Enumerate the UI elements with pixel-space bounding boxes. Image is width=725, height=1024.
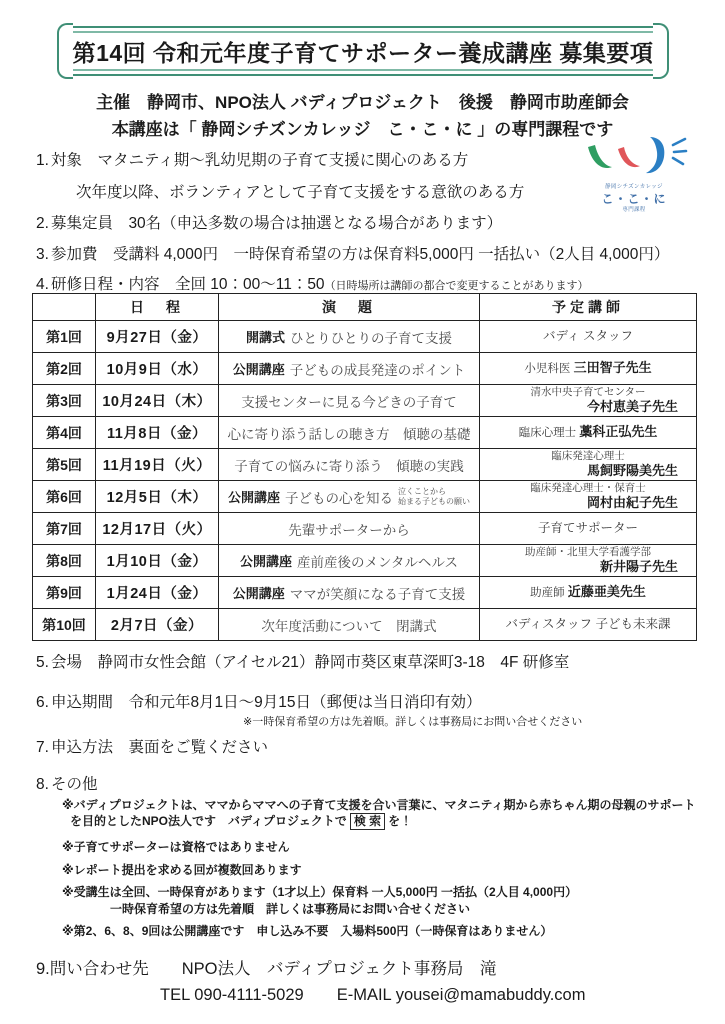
- topic-tag: 公開講座: [239, 554, 292, 569]
- item-9-text: 問い合わせ先 NPO法人 バディプロジェクト事務局 滝: [49, 960, 497, 978]
- item-7-number: 7.: [36, 739, 49, 756]
- cell-session-no: 第4回: [33, 417, 96, 449]
- page-title: 第14回 令和元年度子育てサポーター養成講座 募集要項: [72, 39, 654, 66]
- topic-main: ママが笑顔になる子育て支援: [289, 586, 466, 602]
- cell-lecturer: [480, 513, 697, 545]
- logo-caption-main: こ・こ・に: [601, 192, 667, 206]
- citizen-college-logo: [570, 133, 698, 215]
- cell-topic: [219, 321, 480, 353]
- topic-main: 先輩サポーターから: [288, 522, 410, 538]
- item-1-number: 1.: [36, 152, 49, 169]
- item-8-text: その他: [50, 776, 98, 793]
- schedule-table: [32, 293, 697, 641]
- item-6-number: 6.: [36, 694, 49, 711]
- lecturer-name: 近藤亜美先生: [567, 584, 646, 600]
- logo-caption-bottom: 専門課程: [622, 207, 646, 213]
- topic-tag: 公開講座: [227, 490, 280, 505]
- item-1: [36, 148, 468, 170]
- item-6: [36, 690, 482, 712]
- table-row: [33, 353, 697, 385]
- topic-side-note: 泣くことから 始まる子どもの願い: [398, 487, 470, 506]
- lecturer-affiliation: 助産師・北里大学看護学部: [525, 545, 651, 558]
- lecturer-name: 新井陽子先生: [599, 558, 678, 574]
- note-open-lectures: ※第2、6、8、9回は公開講座です 申し込み不要 入場料500円（一時保育はありません）: [62, 924, 553, 938]
- topic-tag: 公開講座: [232, 362, 285, 377]
- cell-topic: [219, 577, 480, 609]
- item-7-text: 申込方法 裏面をご覧ください: [50, 739, 268, 756]
- cell-session-no: 第2回: [33, 353, 96, 385]
- cell-date: 1月10日（金）: [96, 545, 219, 577]
- sponsor-line-1: 主催 静岡市、NPO法人 バディプロジェクト 後援 静岡市助産師会: [96, 93, 629, 112]
- lecturer-name: 藁科正弘先生: [579, 424, 658, 440]
- lecturer-affiliation: 清水中央子育てセンター: [530, 385, 646, 398]
- lecturer-name: 馬飼野陽美先生: [586, 462, 678, 478]
- schedule-table-body: [33, 321, 697, 641]
- title-frame: [60, 26, 666, 76]
- cell-date: 12月5日（木）: [96, 481, 219, 513]
- item-9-number: 9.: [36, 960, 50, 978]
- table-row: [33, 449, 697, 481]
- table-row: [33, 609, 697, 641]
- table-row: [33, 481, 697, 513]
- logo-caption-top: 静岡シチズンカレッジ: [605, 184, 663, 190]
- item-4-note: （日時場所は講師の都合で変更することがあります）: [324, 280, 589, 292]
- note-childcare-line1: ※受講生は全回、一時保育があります（1才以上）保育料 一人5,000円 一括払（2人目 4,000円）: [62, 885, 578, 899]
- lecturer-affiliation: 臨床発達心理士: [551, 449, 625, 462]
- cell-date: 1月24日（金）: [96, 577, 219, 609]
- lecturer-affiliation: 小児科医: [524, 363, 574, 376]
- cell-topic: [219, 513, 480, 545]
- item-1-line2: 次年度以降、ボランティアとして子育て支援をする意欲のある方: [76, 184, 525, 201]
- cell-topic: [219, 385, 480, 417]
- lecturer-name: 三田智子先生: [573, 360, 652, 376]
- topic-main: 次年度活動について 閉講式: [261, 618, 437, 634]
- cell-lecturer: [480, 385, 697, 417]
- item-6-note: ※一時保育希望の方は先着順。詳しくは事務局にお問い合せください: [243, 716, 583, 728]
- topic-tag: 開講式: [245, 330, 285, 345]
- note-not-a-qualification: ※子育てサポーターは資格ではありません: [62, 840, 290, 854]
- table-row: [33, 417, 697, 449]
- cell-session-no: 第3回: [33, 385, 96, 417]
- lecturer-affiliation: 臨床発達心理士・保育士: [530, 481, 646, 494]
- schedule-table-head: [33, 294, 697, 321]
- cell-session-no: 第8回: [33, 545, 96, 577]
- lecturer-affiliation: 臨床心理士: [518, 427, 580, 440]
- topic-main: 支援センターに見る今どきの子育て: [241, 394, 457, 410]
- item-2-number: 2.: [36, 215, 49, 232]
- cell-topic: [219, 449, 480, 481]
- cell-date: 11月19日（火）: [96, 449, 219, 481]
- cell-topic: [219, 609, 480, 641]
- cell-date: 10月24日（木）: [96, 385, 219, 417]
- lecturer-name: 子育てサポーター: [537, 520, 638, 535]
- cell-session-no: 第1回: [33, 321, 96, 353]
- item-3-number: 3.: [36, 246, 49, 263]
- topic-main: 子育ての悩みに寄り添う 傾聴の実践: [234, 458, 464, 474]
- cell-lecturer: [480, 609, 697, 641]
- lecturer-name: バディ スタッフ: [543, 328, 633, 343]
- cell-lecturer: [480, 417, 697, 449]
- table-row: [33, 385, 697, 417]
- item-7: [36, 735, 268, 757]
- cell-session-no: 第7回: [33, 513, 96, 545]
- item-3: [36, 242, 669, 264]
- table-row: [33, 545, 697, 577]
- cell-session-no: 第9回: [33, 577, 96, 609]
- item-3-text: 参加費 受講料 4,000円 一時保育希望の方は保育料5,000円 一括払い（2人目 4,000円）: [50, 246, 670, 263]
- cell-lecturer: [480, 481, 697, 513]
- note-buddy-line2-pre: を目的としたNPO法人です バディプロジェクトで: [70, 814, 347, 828]
- logo-brushstrokes-icon: [578, 133, 690, 185]
- item-4: [36, 272, 589, 294]
- cell-lecturer: [480, 353, 697, 385]
- table-row: [33, 577, 697, 609]
- cell-topic: [219, 353, 480, 385]
- cell-date: 10月9日（水）: [96, 353, 219, 385]
- cell-lecturer: [480, 449, 697, 481]
- topic-main: 子どもの成長発達のポイント: [289, 362, 466, 378]
- topic-main: 心に寄り添う話しの聴き方 傾聴の基礎: [227, 426, 471, 442]
- item-1-text: 対象 マタニティ期～乳幼児期の子育て支援に関心のある方: [50, 152, 469, 169]
- item-4-text: 研修日程・内容 全回 10：00～11：50: [50, 276, 325, 293]
- topic-main: ひとりひとりの子育て支援: [290, 330, 452, 346]
- item-5: [36, 650, 569, 672]
- contact-tel-email: TEL 090-4111-5029 E-MAIL yousei@mamabuddy.com: [160, 986, 586, 1004]
- topic-tag: 公開講座: [232, 586, 285, 601]
- item-4-number: 4.: [36, 276, 49, 293]
- lecturer-affiliation: 助産師: [530, 587, 568, 600]
- topic-main: 産前産後のメンタルヘルス: [296, 554, 459, 570]
- cell-topic: [219, 545, 480, 577]
- col-header-lecturer: 予定講師: [480, 294, 697, 321]
- topic-main: 子どもの心を知る: [285, 490, 393, 506]
- col-header-session: [33, 294, 96, 321]
- lecturer-name: 今村恵美子先生: [586, 398, 678, 414]
- table-row: [33, 513, 697, 545]
- table-row: [33, 321, 697, 353]
- cell-date: 9月27日（金）: [96, 321, 219, 353]
- cell-topic: [219, 417, 480, 449]
- cell-session-no: 第6回: [33, 481, 96, 513]
- item-9: [36, 955, 496, 979]
- note-buddy-line1: ※バディプロジェクトは、ママからママへの子育て支援を合い言葉に、マタニティ期から赤ちゃん期の母親のサポート: [62, 798, 696, 812]
- item-8: [36, 772, 97, 794]
- note-buddy-line2-post: を！: [388, 814, 413, 828]
- note-buddy-line2: [70, 812, 412, 830]
- item-2-text: 募集定員 30名（申込多数の場合は抽選となる場合があります）: [50, 215, 503, 232]
- cell-date: 12月17日（火）: [96, 513, 219, 545]
- lecturer-name: バディスタッフ 子ども未来課: [505, 616, 671, 631]
- item-8-number: 8.: [36, 776, 49, 793]
- sponsor-line-2: 本講座は「 静岡シチズンカレッジ こ・こ・に 」の専門課程です: [111, 120, 614, 139]
- note-reports-required: ※レポート提出を求める回が複数回あります: [62, 863, 302, 877]
- item-5-text: 会場 静岡市女性会館（アイセル21）静岡市葵区東草深町3-18 4F 研修室: [50, 654, 570, 671]
- item-2: [36, 211, 502, 233]
- lecturer-name: 岡村由紀子先生: [586, 494, 678, 510]
- table-header-row: [33, 294, 697, 321]
- cell-lecturer: [480, 545, 697, 577]
- cell-topic: [219, 481, 480, 513]
- cell-session-no: 第10回: [33, 609, 96, 641]
- cell-date: 2月7日（金）: [96, 609, 219, 641]
- col-header-date: 日 程: [96, 294, 219, 321]
- col-header-topic: 演 題: [219, 294, 480, 321]
- search-button[interactable]: 検 索: [350, 813, 385, 830]
- item-6-text: 申込期間 令和元年8月1日～9月15日（郵便は当日消印有効）: [50, 694, 482, 711]
- cell-date: 11月8日（金）: [96, 417, 219, 449]
- cell-lecturer: [480, 321, 697, 353]
- item-5-number: 5.: [36, 654, 49, 671]
- cell-session-no: 第5回: [33, 449, 96, 481]
- cell-lecturer: [480, 577, 697, 609]
- note-childcare-line2: 一時保育希望の方は先着順 詳しくは事務局にお問い合せください: [110, 902, 471, 916]
